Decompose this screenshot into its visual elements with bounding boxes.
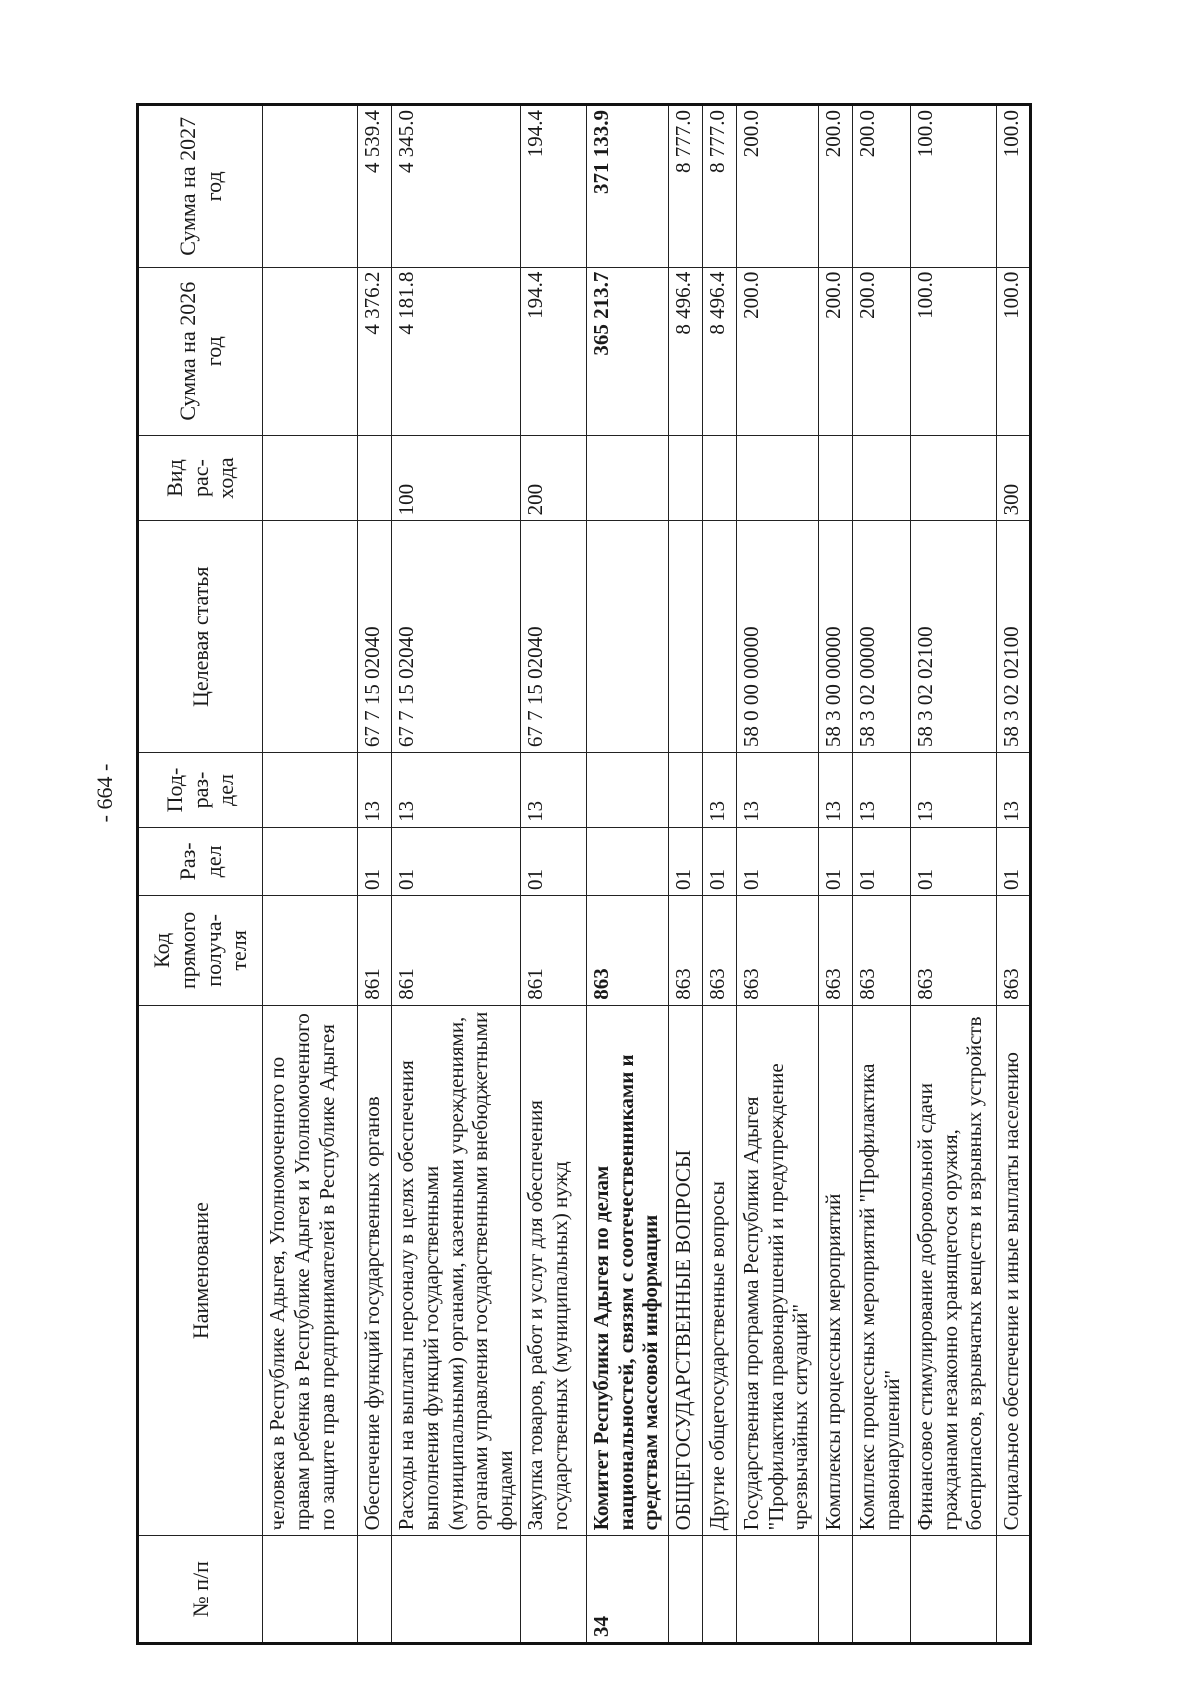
- cell-s2026: 194.4: [520, 267, 586, 435]
- cell-cs: 67 7 15 02040: [520, 521, 586, 753]
- cell-n: [668, 1536, 702, 1644]
- cell-s2027: [263, 105, 358, 268]
- cell-razdel: 01: [702, 827, 736, 895]
- header-name: Наименование: [138, 1005, 263, 1536]
- cell-podrazdel: 13: [736, 753, 818, 828]
- cell-razdel: 01: [520, 827, 586, 895]
- table-row: [586, 105, 668, 1644]
- table-row: [852, 105, 910, 1644]
- cell-cs: [668, 521, 702, 753]
- cell-podrazdel: [668, 753, 702, 828]
- cell-s2027: 100.0: [996, 105, 1030, 268]
- cell-s2026: 100.0: [910, 267, 996, 435]
- table-row: [668, 105, 702, 1644]
- cell-s2027: 200.0: [818, 105, 852, 268]
- cell-podrazdel: 13: [702, 753, 736, 828]
- table-row: [736, 105, 818, 1644]
- table-row: [263, 105, 358, 1644]
- cell-podrazdel: [263, 753, 358, 828]
- cell-cs: 58 0 00 00000: [736, 521, 818, 753]
- cell-cs: [263, 521, 358, 753]
- cell-razdel: [586, 827, 668, 895]
- cell-kod: 863: [702, 895, 736, 1005]
- cell-razdel: 01: [996, 827, 1030, 895]
- cell-kod: 863: [910, 895, 996, 1005]
- cell-s2026: 4 376.2: [358, 267, 392, 435]
- cell-n: [996, 1536, 1030, 1644]
- cell-name: Закупка товаров, работ и услуг для обеспечения государственных (муниципальных) нужд: [520, 1005, 586, 1536]
- cell-n: [392, 1536, 521, 1644]
- cell-s2026: 200.0: [852, 267, 910, 435]
- cell-vr: [586, 435, 668, 521]
- cell-s2027: 4 345.0: [392, 105, 521, 268]
- cell-cs: 58 3 02 02100: [996, 521, 1030, 753]
- cell-n: [736, 1536, 818, 1644]
- cell-name: Другие общегосударственные вопросы: [702, 1005, 736, 1536]
- cell-cs: 67 7 15 02040: [392, 521, 521, 753]
- cell-n: [263, 1536, 358, 1644]
- cell-cs: [586, 521, 668, 753]
- cell-podrazdel: 13: [852, 753, 910, 828]
- cell-podrazdel: 13: [996, 753, 1030, 828]
- cell-s2026: 100.0: [996, 267, 1030, 435]
- cell-kod: 863: [668, 895, 702, 1005]
- cell-n: [818, 1536, 852, 1644]
- cell-s2027: 8 777.0: [702, 105, 736, 268]
- cell-s2026: 200.0: [818, 267, 852, 435]
- cell-vr: [668, 435, 702, 521]
- cell-kod: 863: [852, 895, 910, 1005]
- cell-name: человека в Республике Адыгея, Уполномоченного по правам ребенка в Республике Адыгея и Уполномоченного по защите прав предпринимателей в Республике Адыгея: [263, 1005, 358, 1536]
- cell-vr: [910, 435, 996, 521]
- header-razdel: Раз-дел: [138, 827, 263, 895]
- cell-podrazdel: 13: [358, 753, 392, 828]
- cell-s2026: 365 213.7: [586, 267, 668, 435]
- cell-n: [852, 1536, 910, 1644]
- cell-vr: [852, 435, 910, 521]
- table-row: [392, 105, 521, 1644]
- cell-n: 34: [586, 1536, 668, 1644]
- cell-podrazdel: 13: [392, 753, 521, 828]
- cell-kod: 861: [520, 895, 586, 1005]
- cell-s2027: 4 539.4: [358, 105, 392, 268]
- header-s2027: Сумма на 2027 год: [138, 105, 263, 268]
- cell-s2027: 371 133.9: [586, 105, 668, 268]
- cell-kod: 863: [996, 895, 1030, 1005]
- cell-razdel: [263, 827, 358, 895]
- cell-s2026: 200.0: [736, 267, 818, 435]
- cell-vr: [702, 435, 736, 521]
- table-row: [358, 105, 392, 1644]
- table-row: [520, 105, 586, 1644]
- cell-vr: [818, 435, 852, 521]
- cell-cs: 58 3 02 02100: [910, 521, 996, 753]
- cell-razdel: 01: [852, 827, 910, 895]
- cell-name: Социальное обеспечение и иные выплаты населению: [996, 1005, 1030, 1536]
- cell-name: Государственная программа Республики Адыгея "Профилактика правонарушений и предупреждение чрезвычайных ситуаций": [736, 1005, 818, 1536]
- cell-s2027: 100.0: [910, 105, 996, 268]
- header-vr: Вид рас-хода: [138, 435, 263, 521]
- cell-s2026: 8 496.4: [702, 267, 736, 435]
- cell-name: Комплекс процессных мероприятий "Профилактика правонарушений": [852, 1005, 910, 1536]
- cell-razdel: 01: [358, 827, 392, 895]
- cell-podrazdel: 13: [910, 753, 996, 828]
- cell-name: Финансовое стимулирование добровольной сдачи гражданами незаконно хранящегося оружия, боеприпасов, взрывчатых веществ и взрывных устройств: [910, 1005, 996, 1536]
- cell-s2026: 8 496.4: [668, 267, 702, 435]
- cell-kod: 861: [358, 895, 392, 1005]
- cell-s2026: [263, 267, 358, 435]
- table-row: [818, 105, 852, 1644]
- cell-razdel: 01: [910, 827, 996, 895]
- cell-s2027: 194.4: [520, 105, 586, 268]
- cell-name: Обеспечение функций государственных органов: [358, 1005, 392, 1536]
- cell-vr: 100: [392, 435, 521, 521]
- cell-vr: 300: [996, 435, 1030, 521]
- table-row: [996, 105, 1030, 1644]
- cell-n: [702, 1536, 736, 1644]
- cell-n: [910, 1536, 996, 1644]
- header-cs: Целевая статья: [138, 521, 263, 753]
- cell-cs: 58 3 02 00000: [852, 521, 910, 753]
- cell-vr: [736, 435, 818, 521]
- cell-razdel: 01: [736, 827, 818, 895]
- cell-kod: 863: [818, 895, 852, 1005]
- header-n: № п/п: [138, 1536, 263, 1644]
- cell-kod: [263, 895, 358, 1005]
- cell-s2027: 8 777.0: [668, 105, 702, 268]
- cell-s2027: 200.0: [736, 105, 818, 268]
- cell-name: Комитет Республики Адыгея по делам национальностей, связям с соотечественниками и средствам массовой информации: [586, 1005, 668, 1536]
- cell-podrazdel: 13: [520, 753, 586, 828]
- cell-cs: 67 7 15 02040: [358, 521, 392, 753]
- header-kod: Код прямого получа-теля: [138, 895, 263, 1005]
- cell-name: ОБЩЕГОСУДАРСТВЕННЫЕ ВОПРОСЫ: [668, 1005, 702, 1536]
- header-s2026: Сумма на 2026 год: [138, 267, 263, 435]
- cell-podrazdel: [586, 753, 668, 828]
- cell-s2026: 4 181.8: [392, 267, 521, 435]
- cell-n: [358, 1536, 392, 1644]
- cell-kod: 863: [736, 895, 818, 1005]
- cell-vr: [358, 435, 392, 521]
- cell-cs: 58 3 00 00000: [818, 521, 852, 753]
- table-header-row: [138, 105, 263, 1644]
- budget-table-sheet: [136, 103, 1023, 1645]
- page-number: - 664 -: [92, 763, 117, 823]
- cell-razdel: 01: [818, 827, 852, 895]
- table-body: [263, 105, 1031, 1644]
- cell-cs: [702, 521, 736, 753]
- cell-kod: 863: [586, 895, 668, 1005]
- cell-kod: 861: [392, 895, 521, 1005]
- cell-name: Расходы на выплаты персоналу в целях обеспечения выполнения функций государственными (муниципальными) органами, казенными учреждениями, органами управления государственными внебюджетными фондами: [392, 1005, 521, 1536]
- cell-vr: [263, 435, 358, 521]
- header-podrazdel: Под-раз-дел: [138, 753, 263, 828]
- budget-table: [136, 103, 1032, 1645]
- cell-name: Комплексы процессных мероприятий: [818, 1005, 852, 1536]
- cell-razdel: 01: [392, 827, 521, 895]
- table-row: [702, 105, 736, 1644]
- cell-n: [520, 1536, 586, 1644]
- table-row: [910, 105, 996, 1644]
- cell-vr: 200: [520, 435, 586, 521]
- cell-razdel: 01: [668, 827, 702, 895]
- cell-podrazdel: 13: [818, 753, 852, 828]
- cell-s2027: 200.0: [852, 105, 910, 268]
